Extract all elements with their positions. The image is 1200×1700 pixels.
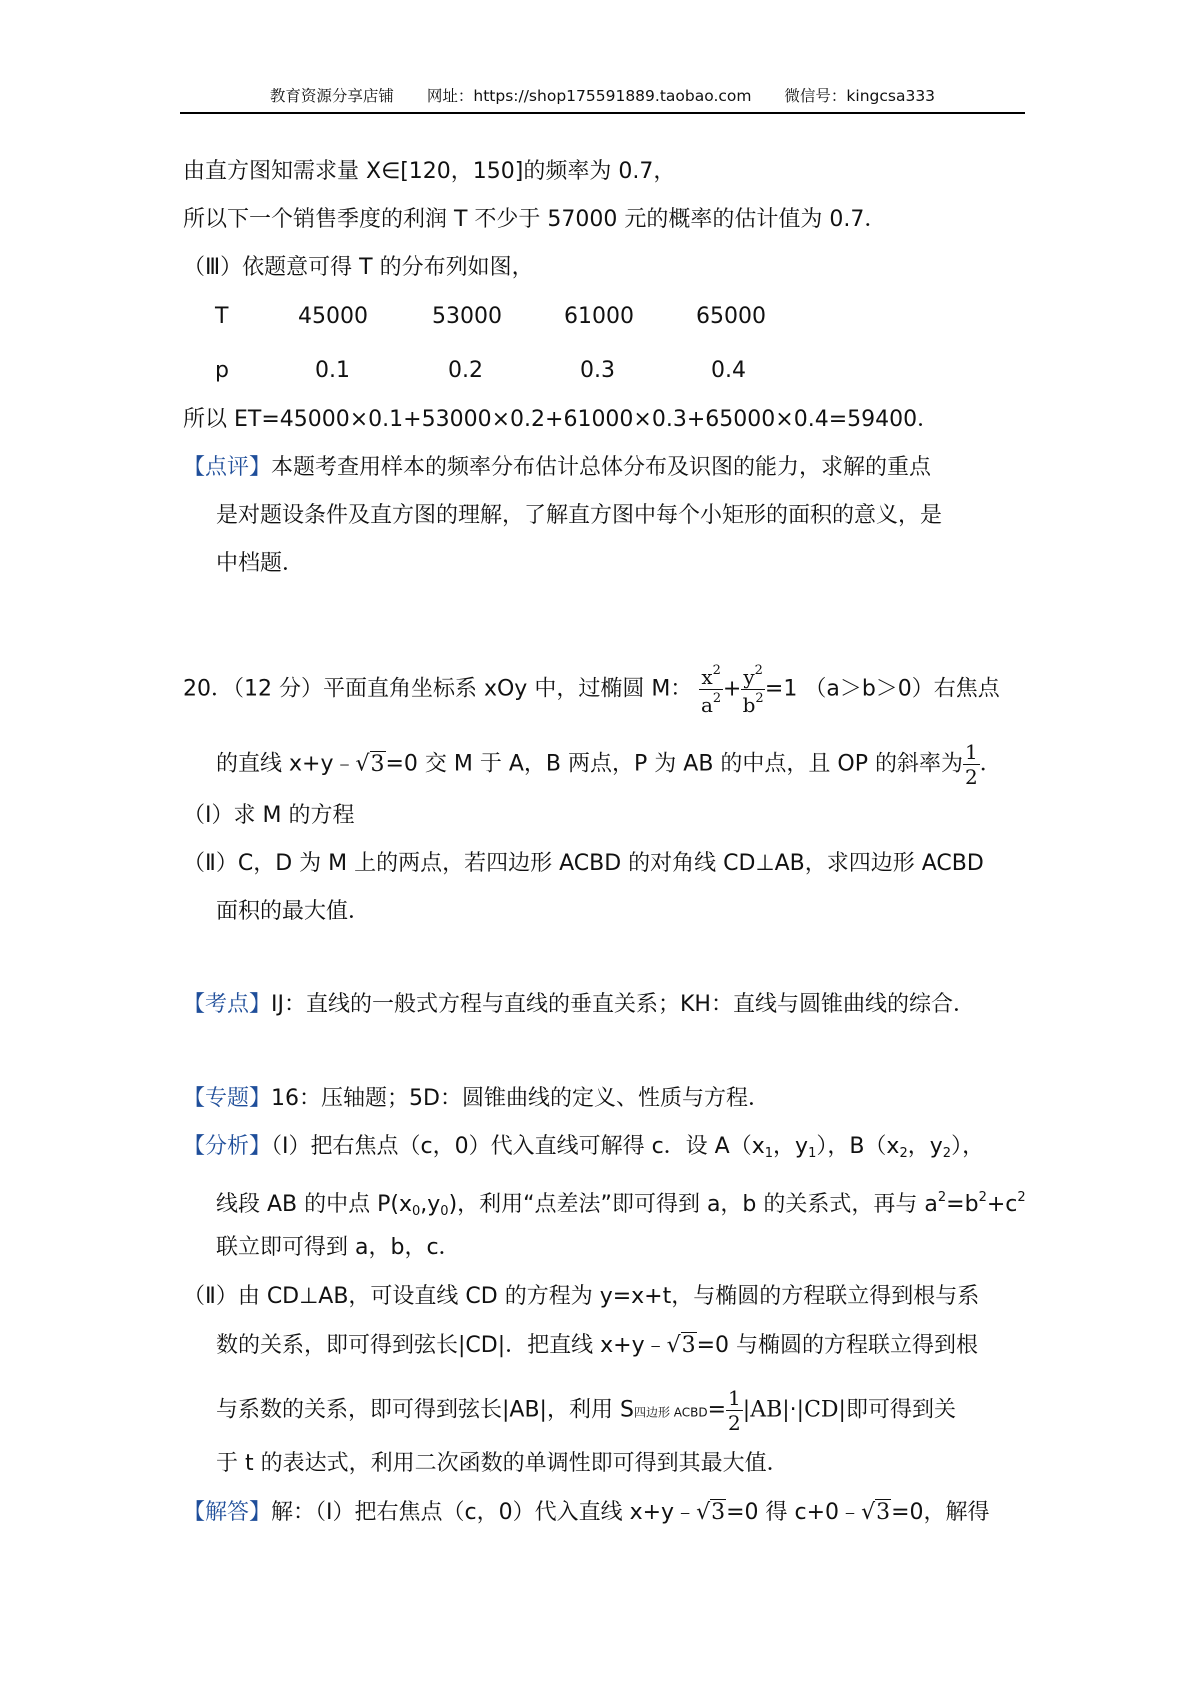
sqrt-symbol: √3: [861, 1500, 891, 1525]
kaodian-line: 【考点】IJ：直线的一般式方程与直线的垂直关系；KH：直线与圆锥曲线的综合．: [183, 992, 975, 1017]
comment-tag: 【点评】: [183, 455, 272, 480]
zhuanti-line: 【专题】16：压轴题；5D：圆锥曲线的定义、性质与方程．: [183, 1086, 770, 1111]
fenxi-line: 数的关系，即可得到弦长|CD|．把直线 x+y﹣√3=0 与椭圆的方程联立得到根: [216, 1333, 979, 1358]
fenxi-line: 线段 AB 的中点 $P(x_0,y_0)$，利用“点差法”即可得到 a，b 的关系式，再与 $a^2=b^2+c^2$: [216, 1190, 1026, 1219]
fraction-one-half: $\frac{1}{2}$: [728, 1386, 741, 1435]
header-site: 网址：https://shop175591889.taobao.com: [426, 87, 752, 105]
sqrt-symbol: √3: [355, 751, 385, 777]
problem-line: 面积的最大值．: [216, 899, 371, 924]
table-cell: 45000: [298, 304, 368, 329]
problem-line: （Ⅰ）求 M 的方程: [183, 803, 355, 828]
problem-line: （Ⅱ）C，D 为 M 上的两点，若四边形 ACBD 的对角线 CD⊥AB，求四边形 ACBD: [183, 851, 984, 876]
text-line: 由直方图知需求量 X∈[120，150]的频率为 0.7，: [183, 159, 676, 184]
jieda-tag: 【解答】: [183, 1500, 272, 1525]
header-shop: 教育资源分享店铺: [269, 87, 394, 105]
table-cell: 0.1: [315, 358, 350, 383]
fenxi-line: 与系数的关系，即可得到弦长|AB|，利用 S四边形 ACBD= $\frac{1}{2}$ |AB|·|CD|即可得到关: [216, 1386, 956, 1435]
text-line: 所以 ET=45000×0.1+53000×0.2+61000×0.3+65000×0.4=59400．: [183, 407, 940, 432]
sqrt-symbol: √3: [666, 1333, 696, 1358]
fenxi-line: 于 t 的表达式，利用二次函数的单调性即可得到其最大值．: [216, 1451, 789, 1476]
problem-line: 20．（12 分）平面直角坐标系 xOy 中，过椭圆 M： $\frac{x^2}{a^2}$ + $\frac{y^2}{b^2}$ =1 （a＞b＞0）右焦点: [183, 663, 1000, 717]
text-line: 所以下一个销售季度的利润 T 不少于 57000 元的概率的估计值为 0.7．: [183, 207, 887, 232]
table-cell: 61000: [564, 304, 634, 329]
problem-line: 的直线 x+y﹣√3=0 交 M 于 A，B 两点，P 为 AB 的中点，且 OP 的斜率为 $\frac{1}{2}$ ．: [216, 740, 1002, 789]
fraction-x2-a2: $\frac{x^2}{a^2}$: [700, 663, 722, 717]
fenxi-line: 【分析】（Ⅰ）把右焦点（c，0）代入直线可解得 c．设 $A(x_1$，$y_1$），$B(x_2$，$y_2$），: [183, 1134, 985, 1161]
table-cell: 0.3: [580, 358, 615, 383]
fenxi-line: （Ⅱ）由 CD⊥AB，可设直线 CD 的方程为 y=x+t，与椭圆的方程联立得到根与系: [183, 1284, 980, 1309]
fraction-y2-b2: $\frac{y^2}{b^2}$: [742, 663, 764, 717]
page-header: [180, 80, 1025, 114]
header-wechat: 微信号：kingcsa333: [784, 87, 936, 105]
comment-line: 是对题设条件及直方图的理解，了解直方图中每个小矩形的面积的意义，是: [216, 503, 943, 528]
table-cell: 0.4: [711, 358, 746, 383]
text-line: （Ⅲ）依题意可得 T 的分布列如图，: [183, 255, 534, 280]
fenxi-line: 联立即可得到 a，b，c．: [216, 1235, 461, 1260]
table-cell: 65000: [696, 304, 766, 329]
fenxi-tag: 【分析】: [183, 1134, 272, 1159]
jieda-line: 【解答】解：（Ⅰ）把右焦点（c，0）代入直线 x+y﹣√3=0 得 c+0﹣√3=0，解得: [183, 1500, 990, 1525]
kaodian-tag: 【考点】: [183, 992, 272, 1017]
comment-line: 【点评】本题考查用样本的频率分布估计总体分布及识图的能力，求解的重点: [183, 455, 932, 480]
fraction-one-half: $\frac{1}{2}$: [964, 740, 978, 789]
zhuanti-tag: 【专题】: [183, 1086, 272, 1111]
table-cell: T: [215, 304, 229, 329]
table-cell: 53000: [432, 304, 502, 329]
table-cell: 0.2: [448, 358, 483, 383]
sqrt-symbol: √3: [696, 1500, 726, 1525]
comment-line: 中档题．: [216, 551, 305, 576]
table-cell: p: [215, 358, 229, 383]
